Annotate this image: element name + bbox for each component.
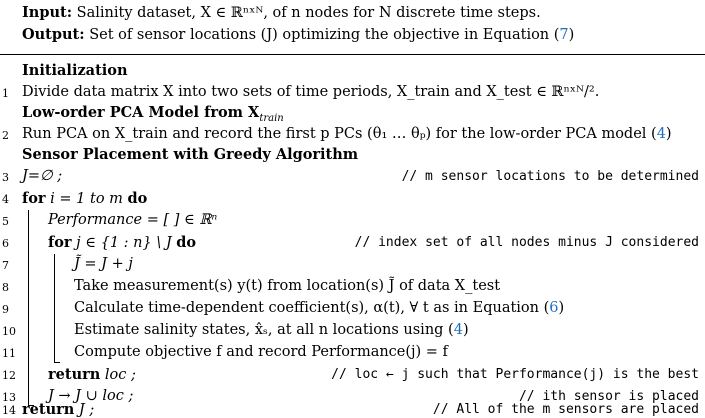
line-number: 9 xyxy=(2,303,9,316)
inner-loop-bar-end xyxy=(54,362,60,363)
line-comment: // All of the m sensors are placed xyxy=(432,402,699,417)
section-initialization: Initialization xyxy=(22,62,128,79)
line-number: 14 xyxy=(2,404,16,417)
section-pca-subscript: train xyxy=(259,112,284,124)
line-number: 13 xyxy=(2,391,16,404)
algo-line-4 xyxy=(0,188,699,210)
return-value: loc ; xyxy=(100,367,136,383)
line-number: 3 xyxy=(2,171,9,184)
section-pca xyxy=(22,104,284,124)
equation-ref-link[interactable]: 7 xyxy=(559,27,569,43)
input-label: Input: xyxy=(22,4,73,21)
output-text-end: ) xyxy=(568,27,575,43)
keyword-do: do xyxy=(127,190,148,207)
algo-line-10 xyxy=(0,320,699,342)
input-text: Salinity dataset, X ∈ ℝⁿˣᴺ, of n nodes for N discrete time steps. xyxy=(76,5,541,21)
line-text-post: ) xyxy=(558,300,565,316)
line-number: 1 xyxy=(2,87,9,100)
algo-line-9 xyxy=(0,298,699,320)
line-number: 7 xyxy=(2,259,9,272)
algo-line-5 xyxy=(0,210,699,232)
output-text: Set of sensor locations (J) optimizing the objective in Equation ( xyxy=(89,27,560,43)
algo-line-3 xyxy=(0,166,699,188)
line-text: Take measurement(s) y(t) from location(s) J̃ of data X_test xyxy=(74,278,501,294)
outer-loop-bar-end xyxy=(28,405,34,406)
line-text xyxy=(74,300,564,316)
keyword-do: do xyxy=(176,234,197,251)
line-text-pre: Run PCA on X_train and record the first p PCs (θ₁ … θₚ) for the low-order PCA model ( xyxy=(22,126,657,142)
line-number: 5 xyxy=(2,215,9,228)
line-text: J=∅ ; xyxy=(22,168,63,184)
line-text: J̃ = J + j xyxy=(74,256,133,272)
keyword-for: for xyxy=(22,190,46,207)
inner-loop-bar xyxy=(54,254,55,362)
line-text: Compute objective f and record Performance(j) = f xyxy=(74,344,448,360)
line-number: 11 xyxy=(2,347,16,360)
equation-ref-link[interactable]: 6 xyxy=(549,300,559,316)
algo-line-1 xyxy=(0,82,699,104)
outer-loop-bar xyxy=(28,210,29,405)
line-number: 12 xyxy=(2,369,16,382)
section-pca-label: Low-order PCA Model from X xyxy=(22,104,260,121)
line-text xyxy=(48,366,136,383)
line-text-post: ) xyxy=(462,322,469,338)
keyword-return: return xyxy=(22,401,75,418)
algo-line-11 xyxy=(0,342,699,364)
algo-line-12 xyxy=(0,364,699,386)
line-text xyxy=(22,190,147,207)
algo-line-14 xyxy=(0,401,699,418)
section-greedy: Sensor Placement with Greedy Algorithm xyxy=(22,146,359,163)
line-number: 6 xyxy=(2,237,9,250)
algo-line-8 xyxy=(0,276,699,298)
line-text-post: ) xyxy=(665,126,672,142)
input-line xyxy=(22,4,541,21)
line-number: 2 xyxy=(2,129,9,142)
line-number: 10 xyxy=(2,325,16,338)
line-comment: // m sensor locations to be determined xyxy=(401,169,699,184)
line-comment: // ith sensor is placed xyxy=(518,389,699,404)
keyword-return: return xyxy=(48,366,101,383)
line-text: Performance = [ ] ∈ ℝⁿ xyxy=(48,212,218,228)
algo-line-2 xyxy=(0,124,699,146)
line-text xyxy=(22,401,94,418)
line-comment: // loc ← j such that Performance(j) is the best xyxy=(331,367,699,382)
algo-line-6 xyxy=(0,232,699,254)
output-line xyxy=(22,26,574,43)
return-value: J ; xyxy=(74,402,95,418)
line-number: 4 xyxy=(2,193,9,206)
equation-ref-link[interactable]: 4 xyxy=(656,126,666,142)
output-label: Output: xyxy=(22,26,85,43)
line-text xyxy=(22,126,672,142)
loop-range: j ∈ {1 : n} \ J xyxy=(71,235,177,251)
line-number: 8 xyxy=(2,281,9,294)
equation-ref-link[interactable]: 4 xyxy=(453,322,463,338)
keyword-for: for xyxy=(48,234,72,251)
algo-line-7 xyxy=(0,254,699,276)
line-text-pre: Estimate salinity states, x̂ₛ, at all n locations using ( xyxy=(74,322,454,338)
line-text: Divide data matrix X into two sets of time periods, X_train and X_test ∈ ℝⁿˣᴺ/². xyxy=(22,84,600,100)
line-text xyxy=(48,234,196,251)
line-comment: // index set of all nodes minus J considered xyxy=(354,235,699,250)
line-text xyxy=(74,322,469,338)
line-text-pre: Calculate time-dependent coefficient(s), α(t), ∀ t as in Equation ( xyxy=(74,300,550,316)
top-rule xyxy=(0,54,705,55)
loop-range: i = 1 to m xyxy=(45,191,128,207)
line-text: J → J ∪ loc ; xyxy=(48,388,134,404)
